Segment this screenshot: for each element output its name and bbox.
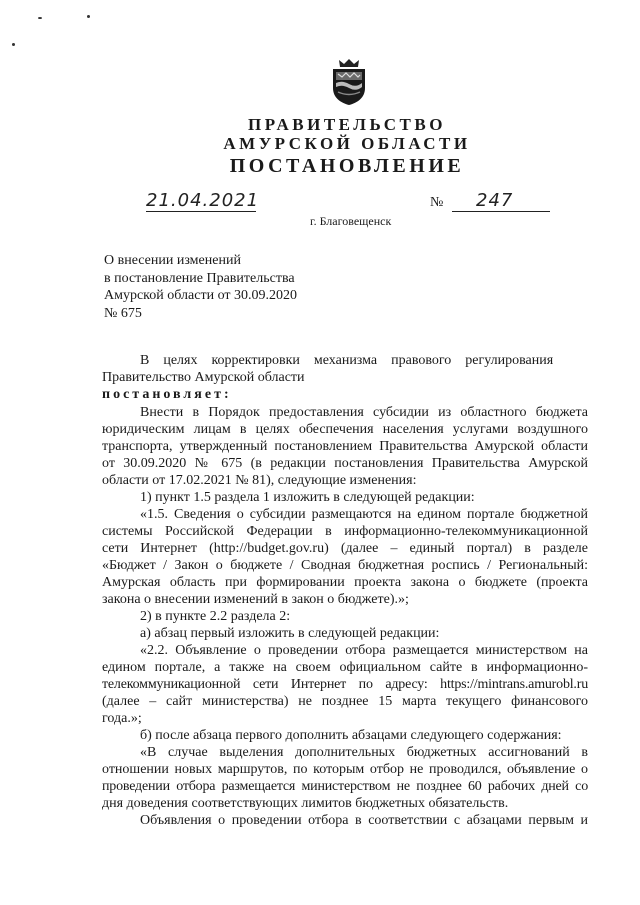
decree-operative-word: постановляет:	[102, 387, 232, 402]
subject-line: Амурской области от 30.09.2020	[104, 288, 297, 303]
scan-speck	[38, 17, 42, 19]
org-name-line-1: ПРАВИТЕЛЬСТВО	[248, 115, 446, 134]
body-line: а) абзац первый изложить в следующей редакции:	[140, 626, 440, 641]
scan-speck	[12, 43, 15, 46]
body-line: системы Российской Федерации в информационно-телекоммуникационной	[102, 524, 588, 539]
body-line: от 30.09.2020 № 675 (в редакции постановления Правительства Амурской	[102, 456, 588, 471]
body-line: Амурская область при формировании проекта закона о бюджете (проекта	[102, 575, 588, 590]
subject-line: О внесении изменений	[104, 253, 241, 268]
body-line: «В случае выделения дополнительных бюджетных ассигнований в	[140, 745, 588, 760]
decree-number: 247	[452, 191, 550, 212]
body-line: отношении новых маршрутов, по которым отбор не проводился, объявление о	[102, 762, 588, 777]
number-label: №	[430, 195, 444, 210]
body-line: транспорта, утвержденный постановлением Правительства Амурской области	[102, 439, 588, 454]
coat-of-arms-icon	[330, 58, 368, 106]
body-line: «Бюджет / Закон о бюджете / Сводная бюджетная роспись / Региональный:	[102, 558, 588, 573]
body-line: В целях корректировки механизма правового регулирования	[140, 353, 554, 368]
city-name: г. Благовещенск	[310, 214, 392, 228]
org-name-line-2: АМУРСКОЙ ОБЛАСТИ	[223, 134, 471, 153]
document-type-title: ПОСТАНОВЛЕНИЕ	[229, 155, 465, 177]
body-line: юридическим лицам в целях обеспечения населения услугами воздушного	[102, 422, 588, 437]
body-line: проведении отбора размещается министерством не позднее 60 рабочих дней со	[102, 779, 588, 794]
body-line: Объявления о проведении отбора в соответствии с абзацами первым и	[140, 813, 588, 828]
subject-line: в постановление Правительства	[104, 270, 295, 286]
body-line: телекоммуникационной сети Интернет по адресу: https://mintrans.amurobl.ru	[102, 677, 588, 692]
body-line: дня доведения соответствующих лимитов бюджетных обязательств.	[102, 796, 509, 811]
body-line: Внести в Порядок предоставления субсидии из областного бюджета	[140, 405, 588, 420]
body-line: Правительство Амурской области	[102, 370, 305, 385]
decree-subject	[104, 252, 297, 322]
body-line: «1.5. Сведения о субсидии размещаются на едином портале бюджетной	[140, 507, 588, 522]
body-line: 1) пункт 1.5 раздела 1 изложить в следующей редакции:	[140, 490, 475, 505]
decree-date: 21.04.2021	[146, 190, 260, 211]
body-line: сети Интернет (http://budget.gov.ru) (далее – единый портал) в разделе	[102, 541, 588, 556]
body-line: области от 17.02.2021 № 81), следующие изменения:	[102, 473, 417, 488]
body-line: года.»;	[102, 711, 142, 726]
body-line: б) после абзаца первого дополнить абзацами следующего содержания:	[140, 728, 562, 743]
body-line: едином портале, а также на своем официальном сайте в информационно-	[102, 660, 588, 675]
subject-line: № 675	[104, 305, 142, 321]
body-line: 2) в пункте 2.2 раздела 2:	[140, 609, 291, 624]
body-line: (далее – сайт министерства) не позднее 15 марта текущего финансового	[102, 694, 588, 709]
scan-speck	[87, 15, 90, 18]
body-line: «2.2. Объявление о проведении отбора размещается министерством на	[140, 643, 588, 658]
body-line: закона о внесении изменений в закон о бюджете).»;	[102, 592, 409, 607]
